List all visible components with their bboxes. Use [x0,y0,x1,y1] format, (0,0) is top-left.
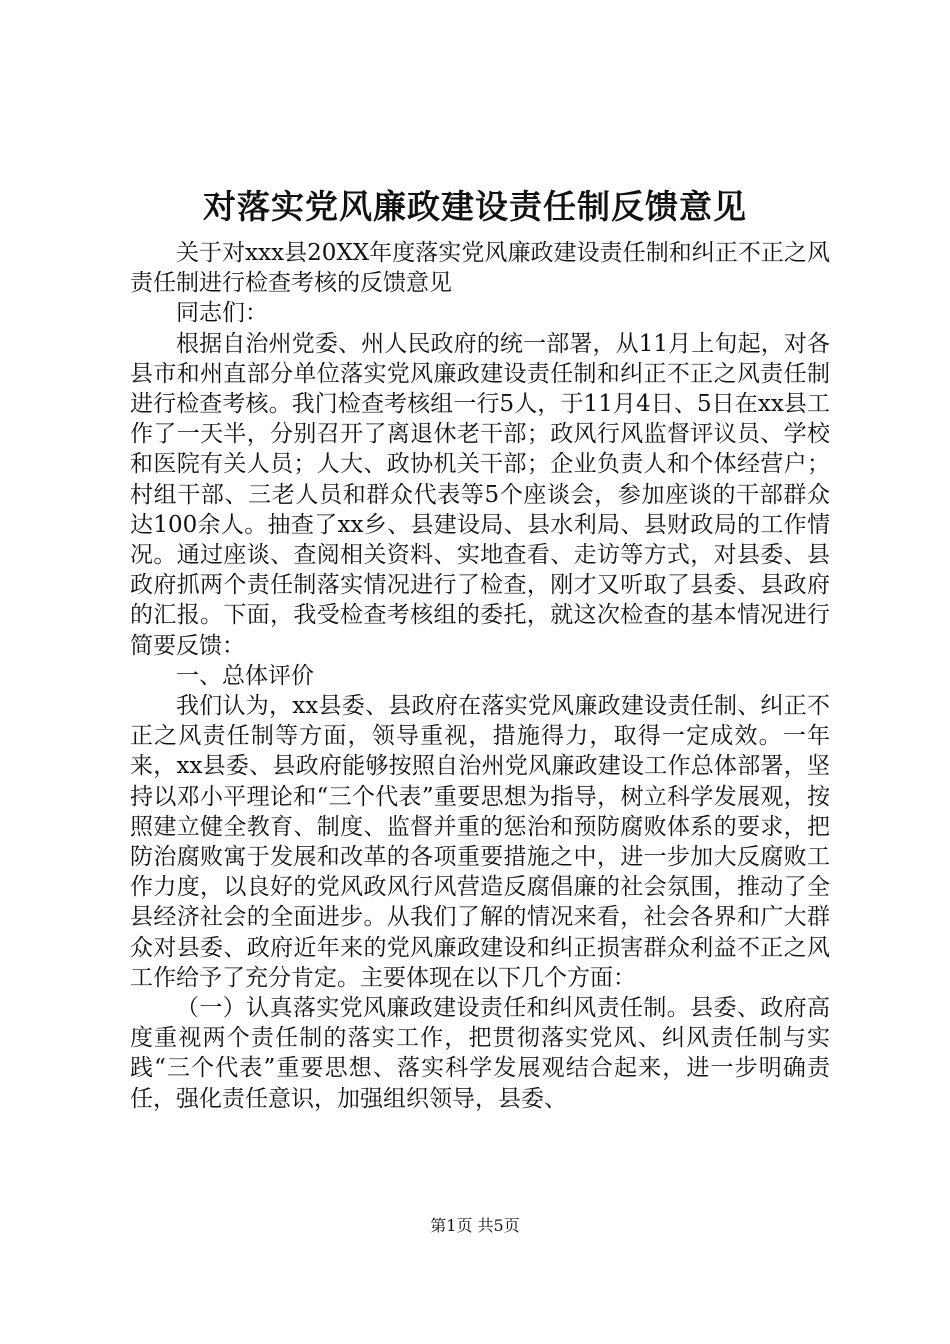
document-title: 对落实党风廉政建设责任制反馈意见 [203,187,747,226]
paragraph-introduction: 根据自治州党委、州人民政府的统一部署，从11月上旬起，对各县市和州直部分单位落实党风廉政建设责任制和纠正不正之风责任制进行检查考核。我门检查考核组一行5人，于11月4日、5日在xx县工作了一天半，分别召开了离退休老干部；政风行风监督评议员、学校和医院有关人员；人大、政协机关干部；企业负责人和个体经营户；村组干部、三老人员和群众代表等5个座谈会，参加座谈的干部群众达100余人。抽查了xx乡、县建设局、县水利局、县财政局的工作情况。通过座谈、查阅相关资料、实地查看、走访等方式，对县委、县政府抓两个责任制落实情况进行了检查，刚才又听取了县委、县政府的汇报。下面，我受检查考核组的委托，就这次检查的基本情况进行简要反馈： [130,330,830,659]
paragraph-subject: 关于对xxx县20XX年度落实党风廉政建设责任制和纠正不正之风责任制进行检查考核的反馈意见 [130,240,830,297]
paragraph-salutation: 同志们： [176,300,268,327]
paragraph-item-one: （一）认真落实党风廉政建设责任和纠风责任制。县委、政府高度重视两个责任制的落实工作，把贯彻落实党风、纠风责任制与实践“三个代表”重要思想、落实科学发展观结合起来，进一步明确责任，强化责任意识，加强组织领导，县委、 [130,995,830,1112]
section-heading-overall-evaluation: 一、总体评价 [176,662,314,689]
document-body [130,238,830,1114]
page-footer: 第1页 共5页 [430,1216,520,1235]
paragraph-evaluation: 我们认为，xx县委、县政府在落实党风廉政建设责任制、纠正不正之风责任制等方面，领导重视，措施得力，取得一定成效。一年来，xx县委、县政府能够按照自治州党风廉政建设工作总体部署，坚持以邓小平理论和“三个代表”重要思想为指导，树立科学发展观，按照建立健全教育、制度、监督并重的惩治和预防腐败体系的要求，把防治腐败寓于发展和改革的各项重要措施之中，进一步加大反腐败工作力度，以良好的党风政风行风营造反腐倡廉的社会氛围，推动了全县经济社会的全面进步。从我们了解的情况来看，社会各界和广大群众对县委、政府近年来的党风廉政建设和纠正损害群众利益不正之风工作给予了充分肯定。主要体现在以下几个方面： [130,693,830,991]
